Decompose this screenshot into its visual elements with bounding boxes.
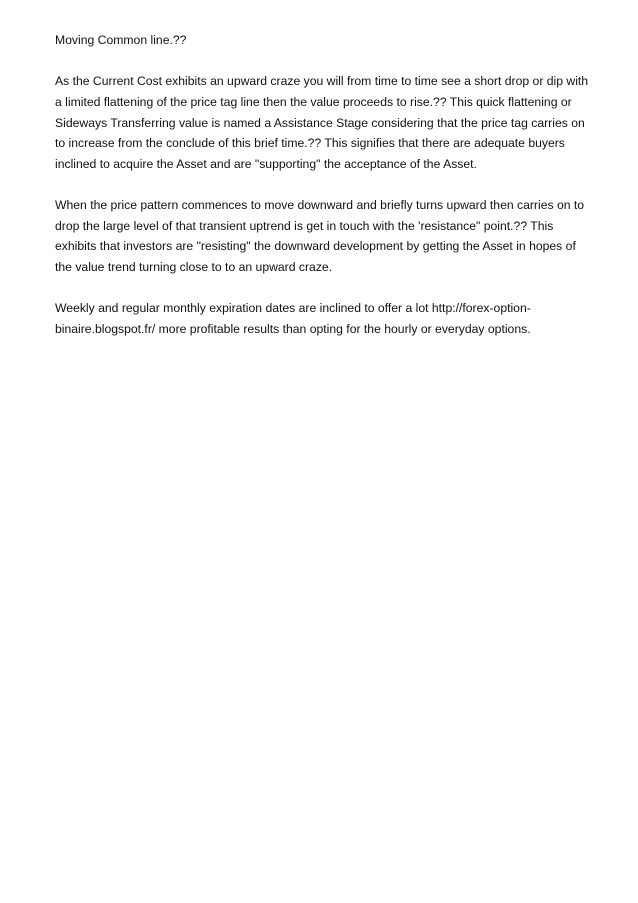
paragraph-resistance-level: When the price pattern commences to move downward and briefly turns upward then carries on to drop the large level of that transient uptrend is get in touch with the 'resistance" point.?? This exhibits that investors are "resisting" the downward development by getting the Asset in hopes of the value trend turning close to to an upward craze. [55,198,585,274]
paragraph-expiration-dates: Weekly and regular monthly expiration dates are inclined to offer a lot http://forex-option-binaire.blogspot.fr/ more profitable results than opting for the hourly or everyday options. [55,301,531,336]
document-title: Moving Common line.?? [55,33,187,47]
document-page [55,30,590,360]
paragraph-support-level: As the Current Cost exhibits an upward craze you will from time to time see a short drop or dip with a limited flattening of the price tag line then the value proceeds to rise.?? This quick flattening or Sideways Transferring value is named a Assistance Stage considering that the price tag carries on to increase from the conclude of this brief time.?? This signifies that there are adequate buyers inclined to acquire the Asset and are "supporting" the acceptance of the Asset. [55,74,589,171]
